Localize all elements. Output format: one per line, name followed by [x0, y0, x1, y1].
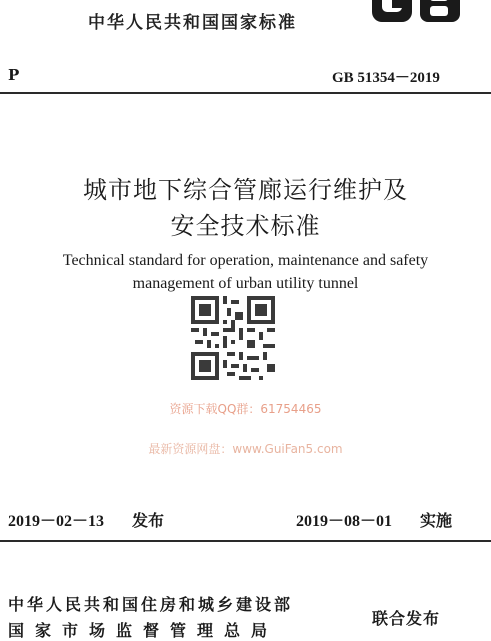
- issuer-administration: 国家市场监督管理总局: [8, 621, 279, 640]
- classification-code: P: [8, 66, 20, 84]
- gb-logo-icon: [368, 0, 468, 28]
- title-chinese-line-2: 安全技术标准: [170, 212, 321, 240]
- title-english-line-2: management of urban utility tunnel: [132, 275, 359, 292]
- implement-date: 2019－08－01: [296, 513, 393, 530]
- watermark-qq-group: 资源下载QQ群：61754465: [169, 402, 322, 416]
- top-divider: [0, 92, 491, 94]
- qr-code-icon: [190, 296, 276, 380]
- bottom-divider: [0, 540, 491, 542]
- issue-date: 2019－02－13: [8, 513, 105, 530]
- national-standard-title: 中华人民共和国国家标准: [88, 13, 297, 33]
- issue-label: 发布: [132, 511, 165, 530]
- joint-issue-label: 联合发布: [372, 609, 441, 628]
- implement-label: 实施: [420, 511, 453, 530]
- title-english-line-1: Technical standard for operation, maintenance and safety: [62, 252, 429, 269]
- title-chinese-line-1: 城市地下综合管廊运行维护及: [83, 176, 408, 204]
- issuer-ministry: 中华人民共和国住房和城乡建设部: [8, 595, 294, 614]
- standard-number: GB 51354－2019: [332, 70, 440, 86]
- watermark-website: 最新资源网盘：www.GuiFan5.com: [148, 442, 343, 456]
